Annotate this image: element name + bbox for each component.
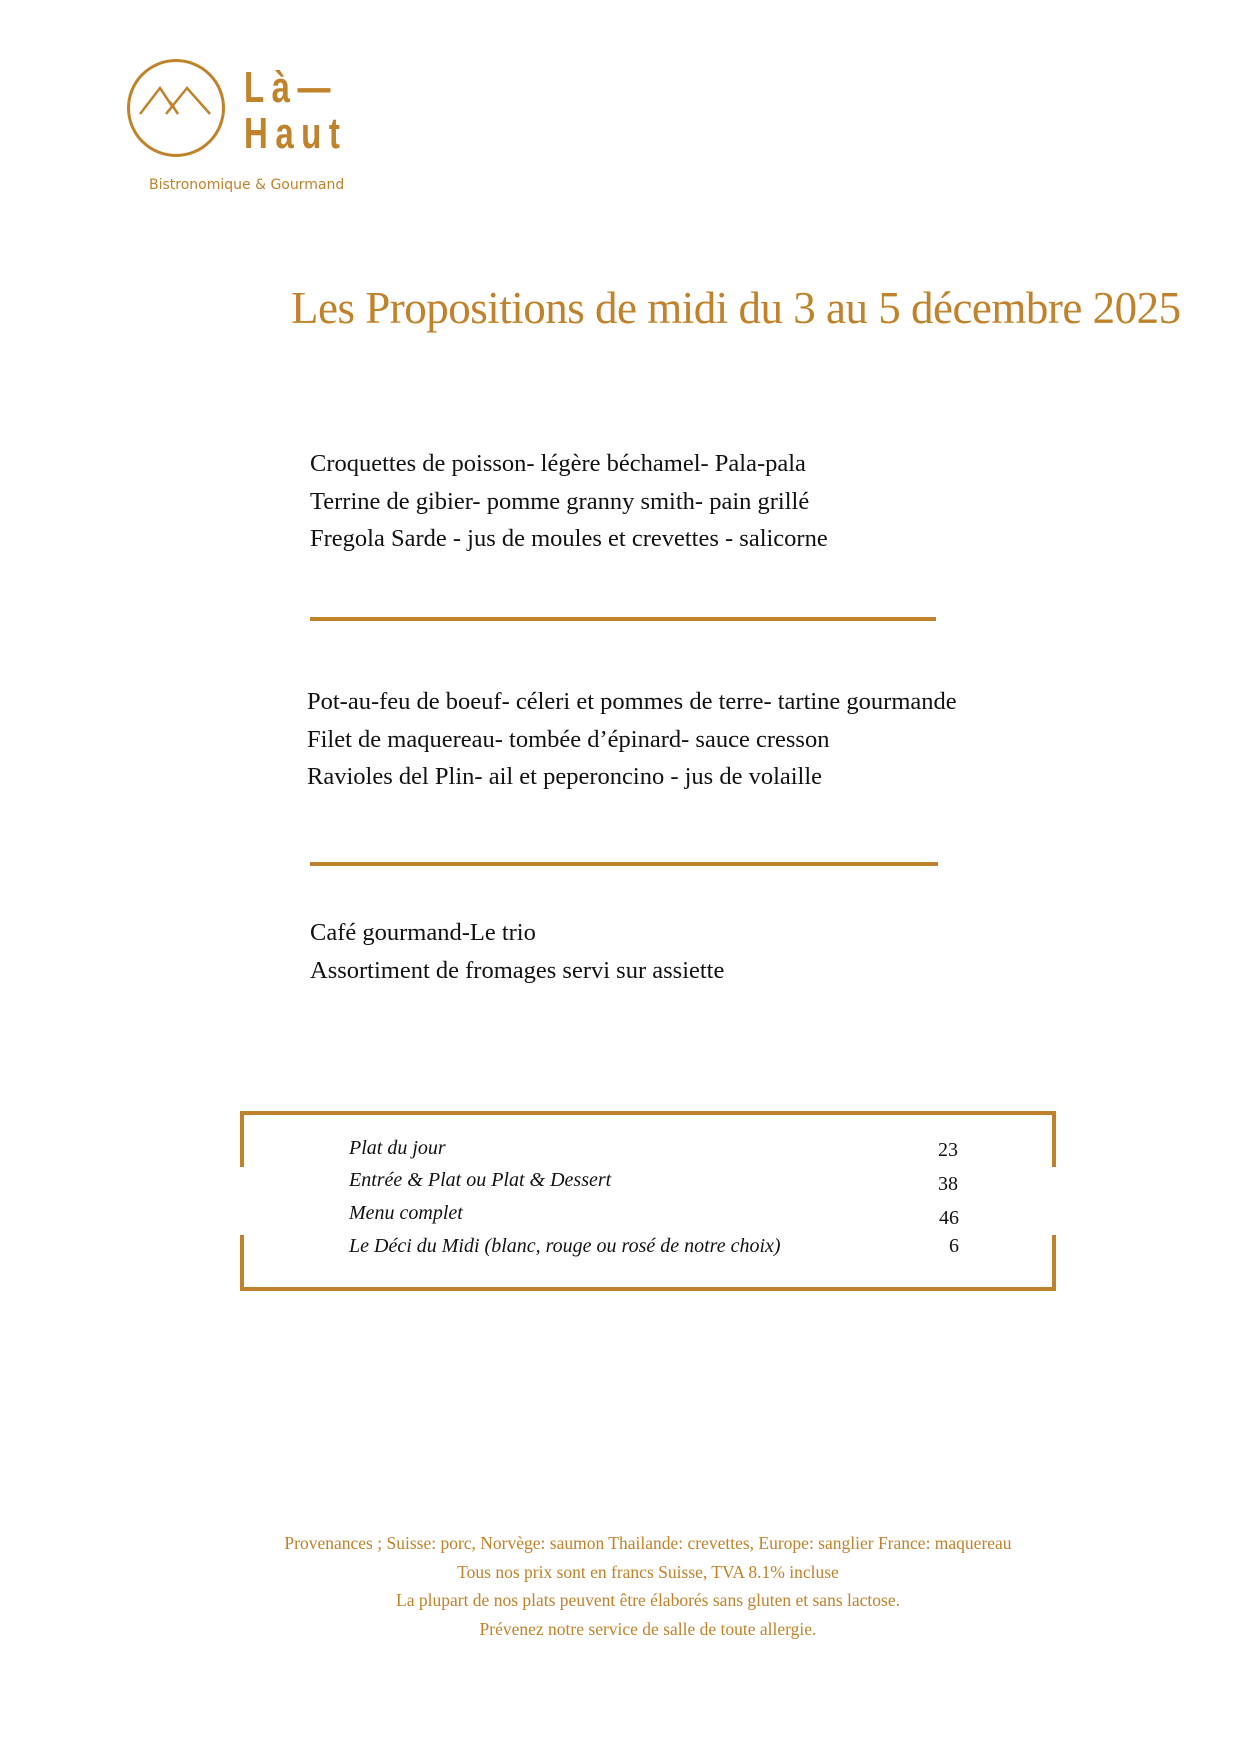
price-value: 6 bbox=[949, 1235, 959, 1257]
dessert-item: Café gourmand-Le trio bbox=[310, 919, 536, 946]
page-title: Les Propositions de midi du 3 au 5 décembre 2025 bbox=[291, 283, 1181, 333]
footer-note: Prévenez notre service de salle de toute allergie. bbox=[479, 1619, 817, 1639]
starter-item: Croquettes de poisson- légère béchamel- Pala-pala bbox=[310, 450, 806, 477]
section-divider bbox=[310, 617, 936, 621]
mountain-icon bbox=[130, 62, 222, 154]
main-item: Ravioles del Plin- ail et peperoncino - jus de volaille bbox=[307, 763, 823, 790]
starter-item: Fregola Sarde - jus de moules et crevettes - salicorne bbox=[310, 525, 828, 552]
footer-note: Tous nos prix sont en francs Suisse, TVA 8.1% incluse bbox=[457, 1562, 839, 1582]
main-item: Pot-au-feu de boeuf- céleri et pommes de terre- tartine gourmande bbox=[307, 688, 957, 715]
price-value: 38 bbox=[938, 1173, 958, 1195]
price-value: 46 bbox=[939, 1207, 959, 1229]
price-label: Plat du jour bbox=[349, 1137, 446, 1159]
brand-name-line1: Là— bbox=[244, 63, 339, 112]
dessert-item: Assortiment de fromages servi sur assiette bbox=[310, 957, 725, 984]
price-label: Le Déci du Midi (blanc, rouge ou rosé de notre choix) bbox=[349, 1235, 781, 1257]
starter-item: Terrine de gibier- pomme granny smith- pain grillé bbox=[310, 488, 810, 515]
price-label: Entrée & Plat ou Plat & Dessert bbox=[349, 1169, 612, 1191]
footer-note: Provenances ; Suisse: porc, Norvège: saumon Thailande: crevettes, Europe: sanglier France: maquereau bbox=[284, 1533, 1012, 1553]
price-label: Menu complet bbox=[349, 1202, 463, 1224]
main-item: Filet de maquereau- tombée d’épinard- sauce cresson bbox=[307, 726, 830, 753]
section-divider bbox=[310, 862, 938, 866]
brand-tagline: Bistronomique & Gourmand bbox=[149, 177, 345, 193]
price-value: 23 bbox=[938, 1139, 958, 1161]
footer-note: La plupart de nos plats peuvent être élaborés sans gluten et sans lactose. bbox=[396, 1590, 900, 1610]
brand-name-line2: Haut bbox=[244, 109, 348, 158]
logo-circle bbox=[127, 59, 225, 157]
